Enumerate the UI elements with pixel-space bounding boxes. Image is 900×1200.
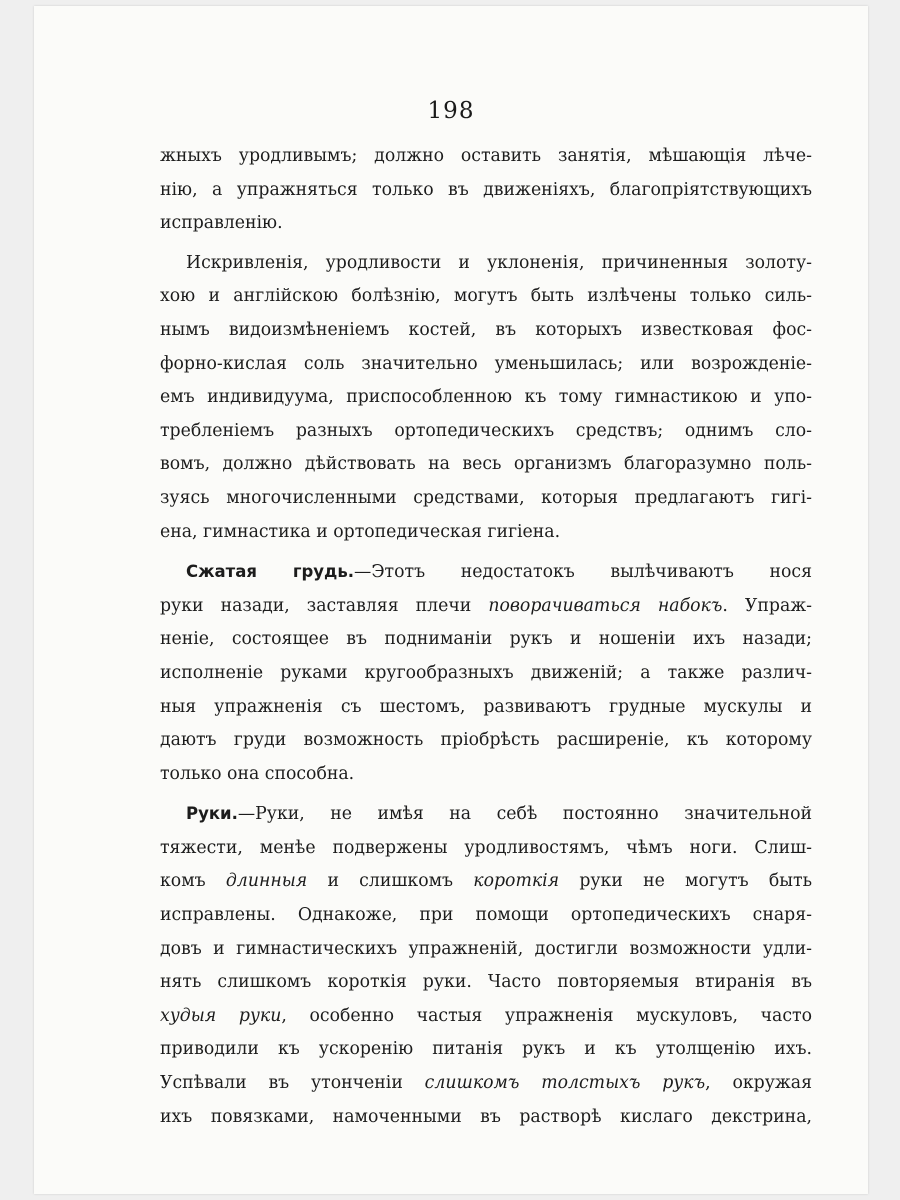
book-page [34, 6, 868, 1194]
section-heading-chest: Сжатая грудь. [186, 562, 355, 582]
text-line: вомъ, должно дѣйствовать на весь организмъ благоразумно поль- [160, 454, 812, 475]
text-span: комъ [160, 871, 226, 892]
text-span: и слишкомъ [307, 871, 474, 892]
text-span: , окружая [705, 1073, 812, 1094]
text-span: , особенно частыя упражненія мускуловъ, часто [281, 1005, 812, 1026]
text-line: зуясь многочисленными средствами, которыя предлагаютъ гигі- [160, 487, 812, 508]
em-dash: — [354, 562, 372, 583]
text-line: даютъ груди возможность пріобрѣсть расширеніе, къ которому [160, 730, 812, 751]
text-line: довъ и гимнастическихъ упражненій, достигли возможности удли- [160, 938, 812, 959]
text-line [160, 1067, 812, 1101]
text-line: исправленію. [160, 213, 283, 234]
italic-text: длинныя [225, 871, 308, 892]
paragraph-2 [160, 247, 812, 549]
em-dash: — [237, 804, 256, 825]
text-line: тяжести, менѣе подвержены уродливостямъ, чѣмъ ноги. Слиш- [160, 837, 812, 858]
text-span: Успѣвали въ утонченіи [160, 1073, 425, 1094]
text-line: нять слишкомъ короткія руки. Часто повторяемыя втиранія въ [160, 972, 812, 993]
text-line: только она способна. [160, 763, 355, 784]
paragraph-1 [160, 140, 812, 241]
text-line: нію, а упражняться только въ движеніяхъ, благопріятствующихъ [160, 179, 812, 200]
text-line: нымъ видоизмѣненіемъ костей, въ которыхъ известковая фос- [160, 319, 812, 340]
text-line [160, 1000, 812, 1034]
text-line: ныя упражненія съ шестомъ, развиваютъ грудные мускулы и [160, 696, 812, 717]
paragraph-chest [160, 555, 812, 791]
italic-text: поворачиваться набокъ [488, 595, 723, 616]
text-line: ихъ повязками, намоченными въ растворѣ кислаго декстрина, [160, 1106, 812, 1127]
text-line: форно-кислая соль значительно уменьшилась; или возрожденіе- [160, 353, 812, 374]
paragraph-arms [160, 797, 812, 1134]
text-line: требленіемъ разныхъ ортопедическихъ средствъ; однимъ сло- [160, 420, 812, 441]
text-line: ена, гимнастика и ортопедическая гигіена. [160, 521, 561, 542]
body-text [160, 140, 812, 1134]
text-line: хою и англійскою болѣзнію, могутъ быть излѣчены только силь- [160, 286, 812, 307]
section-heading-arms: Руки. [186, 804, 238, 824]
text-line: жныхъ уродливымъ; должно оставить занятія, мѣшающія лѣче- [160, 146, 812, 166]
text-line: Искривленія, уродливости и уклоненія, причиненныя золоту- [186, 252, 812, 273]
italic-text: короткія [473, 871, 560, 892]
text-span: руки не могутъ быть [559, 871, 812, 892]
text-span: Этотъ недостатокъ вылѣчиваютъ нося [371, 562, 812, 583]
italic-text: худыя руки [160, 1005, 282, 1026]
text-span: . Упраж- [722, 595, 812, 616]
text-span: Руки, не имѣя на себѣ постоянно значительной [255, 804, 812, 825]
text-line: исправлены. Однакоже, при помощи ортопедическихъ снаря- [160, 905, 812, 926]
text-line [160, 865, 812, 899]
text-line [160, 797, 812, 832]
text-span: руки назади, заставляя плечи [160, 595, 489, 616]
text-line: приводили къ ускоренію питанія рукъ и къ утолщенію ихъ. [160, 1039, 812, 1060]
page-number: 198 [427, 98, 475, 124]
text-line [160, 590, 812, 624]
text-line: исполненіе руками кругообразныхъ движеній; а также различ- [160, 662, 812, 683]
text-line: емъ индивидуума, приспособленною къ тому гимнастикою и упо- [160, 387, 812, 408]
text-line [160, 555, 812, 590]
text-line: неніе, состоящее въ подниманіи рукъ и ношеніи ихъ назади; [160, 629, 812, 650]
italic-text: слишкомъ толстыхъ рукъ [424, 1073, 706, 1094]
